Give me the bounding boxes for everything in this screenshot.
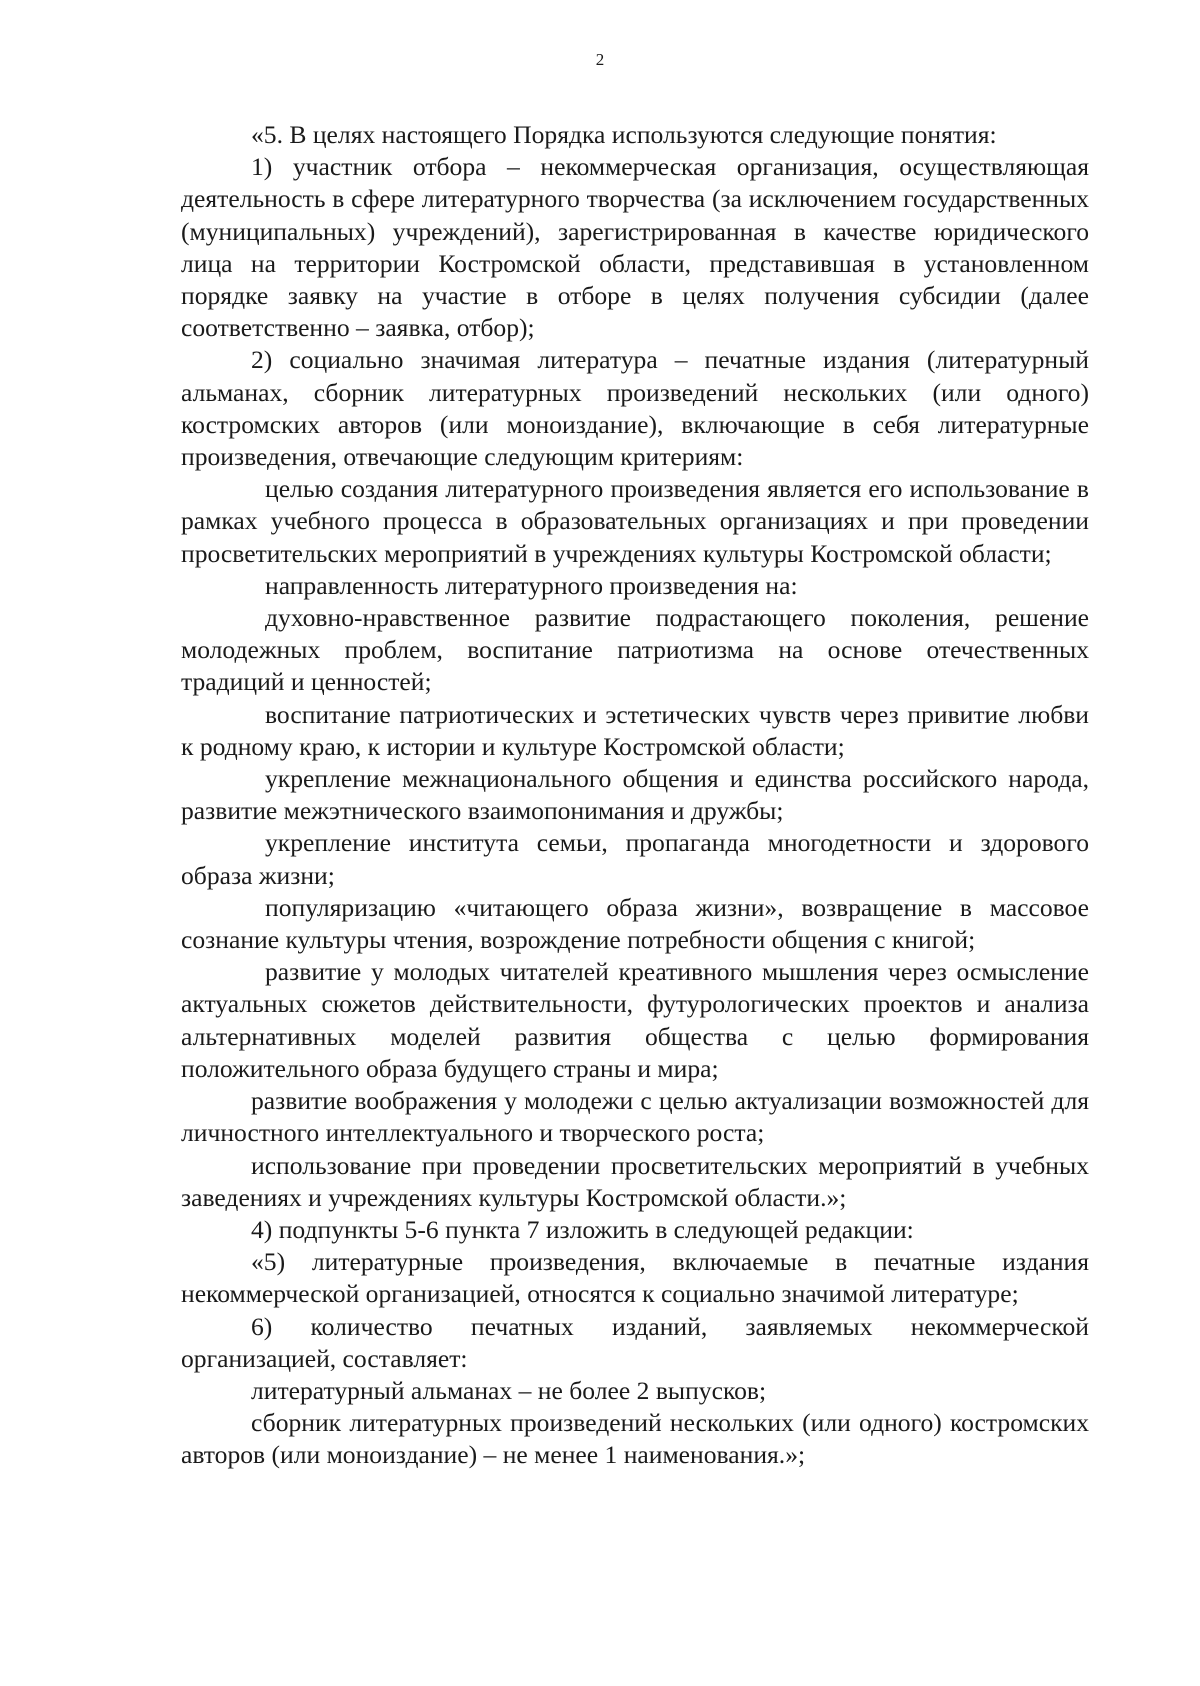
paragraph: духовно-нравственное развитие подрастающего поколения, решение молодежных проблем, воспитание патриотизма на основе отечественных традиций и ценностей; bbox=[181, 603, 1089, 697]
paragraph: литературный альманах – не более 2 выпусков; bbox=[251, 1375, 767, 1405]
paragraph: использование при проведении просветительских мероприятий в учебных заведениях и учреждениях культуры Костромской области.»; bbox=[181, 1150, 1089, 1212]
paragraph: «5) литературные произведения, включаемые в печатные издания некоммерческой организацией, относятся к социально значимой литературе; bbox=[181, 1247, 1089, 1309]
paragraph: укрепление межнационального общения и единства российского народа, развитие межэтнического взаимопонимания и дружбы; bbox=[181, 764, 1089, 826]
paragraph: целью создания литературного произведения является его использование в рамках учебного процесса в образовательных организациях и при проведении просветительских мероприятий в учреждениях культуры Костромской области; bbox=[181, 474, 1089, 568]
paragraph: 6) количество печатных изданий, заявляемых некоммерческой организацией, составляет: bbox=[181, 1311, 1089, 1373]
page-number: 2 bbox=[595, 50, 605, 69]
paragraph: популяризацию «читающего образа жизни», возвращение в массовое сознание культуры чтения, возрождение потребности общения с книгой; bbox=[181, 892, 1089, 955]
document-body bbox=[181, 119, 1089, 1472]
paragraph: направленность литературного произведения на: bbox=[265, 570, 798, 600]
paragraph: развитие воображения у молодежи с целью актуализации возможностей для личностного интеллектуального и творческого роста; bbox=[181, 1086, 1089, 1148]
paragraph: воспитание патриотических и эстетических чувств через привитие любви к родному краю, к истории и культуре Костромской области; bbox=[181, 699, 1089, 761]
paragraph: укрепление института семьи, пропаганда многодетности и здорового образа жизни; bbox=[181, 828, 1089, 890]
paragraph: сборник литературных произведений нескольких (или одного) костромских авторов (или моноиздание) – не менее 1 наименования.»; bbox=[181, 1408, 1089, 1470]
paragraph: 1) участник отбора – некоммерческая организация, осуществляющая деятельность в сфере литературного творчества (за исключением государственных (муниципальных) учреждений), зарегистрированная в качестве юридического лица на территории Костромской области, представившая в установленном порядке заявку на участие в отборе в целях получения субсидии (далее соответственно – заявка, отбор); bbox=[181, 152, 1089, 343]
paragraph: 2) социально значимая литература – печатные издания (литературный альманах, сборник литературных произведений нескольких (или одного) костромских авторов (или моноиздание), включающие в себя литературные произведения, отвечающие следующим критериям: bbox=[181, 345, 1089, 472]
paragraph: 4) подпункты 5-6 пункта 7 изложить в следующей редакции: bbox=[251, 1214, 914, 1244]
paragraph: развитие у молодых читателей креативного мышления через осмысление актуальных сюжетов действительности, футурологических проектов и анализа альтернативных моделей развития общества с целью формирования положительного образа будущего страны и мира; bbox=[181, 957, 1089, 1083]
paragraph: «5. В целях настоящего Порядка используются следующие понятия: bbox=[251, 120, 997, 149]
